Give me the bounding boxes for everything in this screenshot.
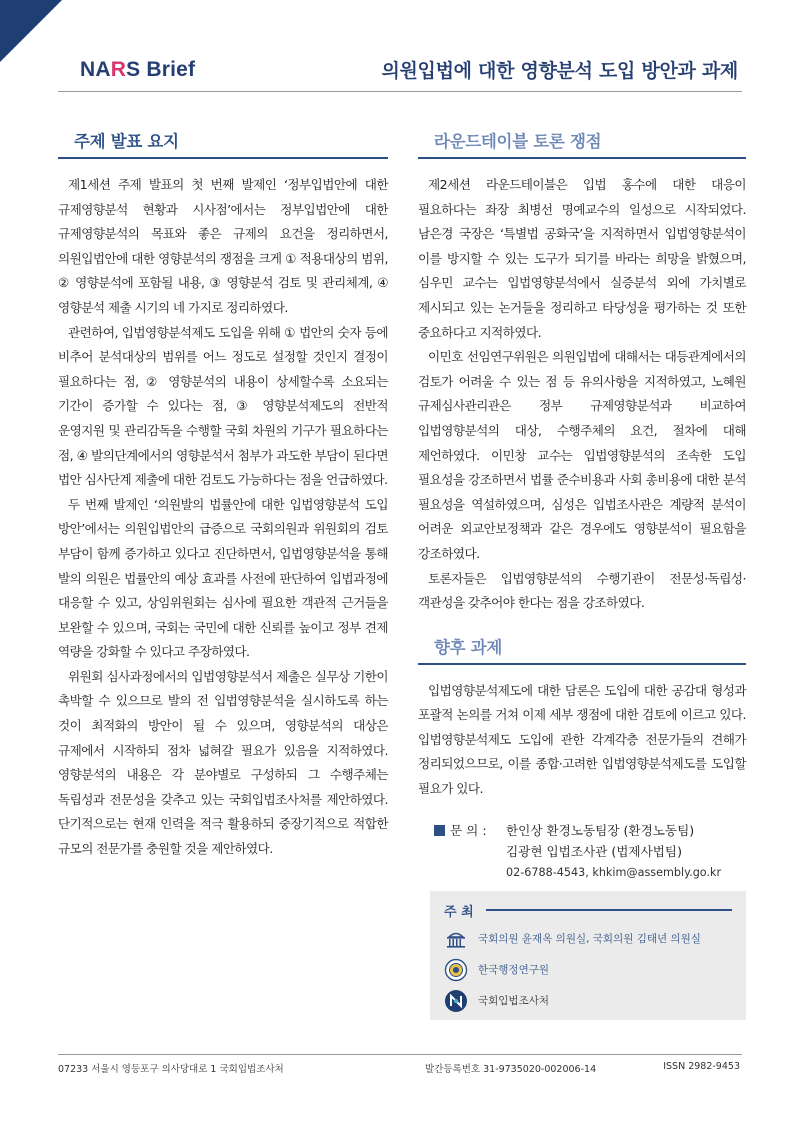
future-tasks-body	[418, 679, 746, 802]
square-bullet-icon	[434, 825, 445, 836]
footer-issn: ISSN 2982-9453	[663, 1061, 740, 1072]
paragraph: 위원회 심사과정에서의 입법영향분석서 제출은 실무상 기한이 촉박할 수 있으므로 발의 전 입법영향분석을 실시하도록 하는 것이 최적화의 방안이 될 수 있으며, 영향분석의 대상은 규제에서 시작하되 점차 넓혀갈 필요가 있음을 지적하였다. 영향분석의 내용은 각 분야별로 구성하되 그 수행주체는 독립성과 전문성을 갖추고 있는 국회입법조사처를 제안하였다. 단기적으로는 현재 인력을 적극 활용하되 중장기적으로 적합한 규모의 전문가를 충원할 것을 제안하였다.	[58, 668, 388, 857]
contact-person-2: 김광현 입법조사관 (법제사법팀)	[506, 843, 682, 859]
section-title-presentation-summary: 주제 발표 요지	[58, 128, 388, 159]
footer-divider	[58, 1054, 742, 1055]
paragraph: 관련하여, 입법영향분석제도 도입을 위해 ① 법안의 숫자 등에 비추어 분석대상의 범위를 어느 정도로 설정할 것인지 결정이 필요하다는 점, ② 영향분석의 내용이 상세할수록 소요되는 기간이 증가할 수 있다는 점, ③ 영향분석제도의 전반적 운영지원 및 관리감독을 수행할 국회 차원의 기구가 필요하다는 점, ④ 발의단계에서의 영향분석서 첨부가 과도한 부담이 된다면 법안 심사단계 제출에 대한 검토도 가능하다는 점을 언급하였다.	[58, 324, 388, 488]
host-label: 국회의원 윤재옥 의원실, 국회의원 김태년 의원실	[478, 933, 701, 946]
contact-info	[418, 820, 746, 883]
host-label: 한국행정연구원	[478, 964, 550, 977]
host-label: 국회입법조사처	[478, 995, 550, 1008]
paragraph: 입법영향분석제도에 대한 담론은 도입에 대한 공감대 형성과 포괄적 논의를 거쳐 이제 세부 쟁점에 대한 검토에 이르고 있다. 입법영향분석제도 도입에 관한 각계각층 전문가들의 견해가 정리되었으므로, 이를 종합·고려한 입법영향분석제도를 도입할 필요가 있다.	[418, 682, 746, 797]
left-column	[58, 128, 388, 862]
right-column	[418, 128, 746, 1020]
paragraph: 토론자들은 입법영향분석의 수행기관이 전문성·독립성·객관성을 갖추어야 한다는 점을 강조하였다.	[418, 570, 746, 611]
paragraph: 제2세션 라운드테이블은 입법 홍수에 대한 대응이 필요하다는 좌장 최병선 명예교수의 일성으로 시작되었다. 남은경 국장은 ‘특별법 공화국’을 지적하면서 입법영향분석이 이를 방지할 수 있는 도구가 되기를 바라는 희망을 밝혔으며, 심우민 교수는 입법영향분석에서 실증분석 외에 가치별로 제시되고 있는 논거들을 정리하고 타당성을 평가하는 것 또한 중요하다고 지적하였다.	[418, 177, 746, 340]
host-item	[444, 958, 732, 982]
hosts-title: 주 최	[444, 904, 474, 920]
kipa-emblem-icon	[444, 958, 468, 982]
contact-person-1: 한인상 환경노동팀장 (환경노동팀)	[506, 822, 695, 838]
nars-brief-logo: NARS Brief	[80, 58, 196, 81]
nars-emblem-icon	[444, 989, 468, 1013]
section-title-future-tasks: 향후 과제	[418, 634, 746, 665]
national-assembly-icon	[444, 927, 468, 951]
paragraph: 이민호 선임연구위원은 의원입법에 대해서는 대등관계에서의 검토가 어려울 수 있는 점 등 유의사항을 지적하였고, 노혜원 규제심사관리관은 정부 규제영향분석과 비교하여 입법영향분석의 대상, 수행주체의 요건, 절차에 대해 제언하였다. 이민창 교수는 입법영향분석의 조속한 도입 필요성을 강조하면서 법률 준수비용과 사회 총비용에 대한 분석 필요성을 역설하였으며, 심성은 입법조사관은 계량적 분석이 어려운 외교안보정책과 같은 경우에도 영향분석이 필요함을 강조하였다.	[418, 349, 746, 561]
footer-registration-number: 발간등록번호 31-9735020-002006-14	[425, 1064, 597, 1075]
footer-address: 07233 서울시 영등포구 의사당대로 1 국회입법조사처	[58, 1064, 284, 1075]
hosts-title-rule	[486, 909, 732, 911]
roundtable-body	[418, 173, 746, 616]
host-item	[444, 927, 732, 951]
document-title: 의원입법에 대한 영향분석 도입 방안과 과제	[381, 60, 738, 82]
section-title-roundtable: 라운드테이블 토론 쟁점	[418, 128, 746, 159]
hosts-box	[430, 891, 746, 1020]
corner-triangle	[0, 0, 62, 62]
paragraph: 두 번째 발제인 ‘의원발의 법률안에 대한 입법영향분석 도입 방안’에서는 의원입법안의 급증으로 국회의원과 위원회의 검토 부담이 함께 증가하고 있다고 진단하면서, 입법영향분석을 통해 발의 의원은 법률안의 예상 효과를 사전에 판단하여 입법과정에 대응할 수 있고, 상임위원회는 심사에 필요한 객관적 근거들을 보완할 수 있으며, 국회는 국민에 대한 신뢰를 높이고 정부 견제 역량을 강화할 수 있다고 주장하였다.	[58, 496, 388, 660]
host-item	[444, 989, 732, 1013]
paragraph: 제1세션 주제 발표의 첫 번째 발제인 ‘정부입법안에 대한 규제영향분석 현황과 시사점’에서는 정부입법안에 대한 규제영향분석의 목표와 좋은 규제의 요건을 정리하면서, 의원입법안에 대한 영향분석의 쟁점을 크게 ① 적용대상의 범위, ② 영향분석에 포함될 내용, ③ 영향분석 검토 및 관리체계, ④ 영향분석 제출 시기의 네 가지로 정리하였다.	[58, 177, 388, 315]
contact-label: 문 의 :	[450, 822, 487, 838]
presentation-summary-body	[58, 173, 388, 862]
contact-phone-email: 02-6788-4543, khkim@assembly.go.kr	[506, 865, 722, 879]
header-divider	[58, 91, 742, 92]
